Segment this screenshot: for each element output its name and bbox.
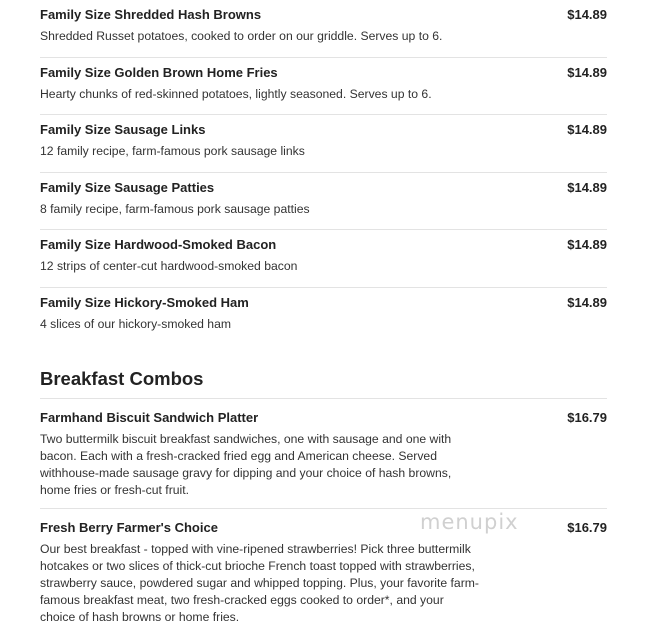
menu-item-name: Family Size Shredded Hash Browns xyxy=(40,7,262,22)
menu-item xyxy=(40,399,607,509)
menu-item xyxy=(40,0,607,58)
menu-item-description: 4 slices of our hickory-smoked ham xyxy=(40,316,232,331)
menu-item-price: $14.89 xyxy=(567,7,607,22)
menu-item xyxy=(40,288,607,346)
menu-item-name: Farmhand Biscuit Sandwich Platter xyxy=(40,410,259,425)
menu-item-price: $14.89 xyxy=(567,179,607,195)
menu-item-price: $14.89 xyxy=(567,237,607,252)
menu-item-price: $16.79 xyxy=(567,410,607,425)
section-title-breakfast-combos: Breakfast Combos xyxy=(40,368,607,399)
menu-item-name: Family Size Sausage Links xyxy=(40,122,206,137)
menu-item-description: Hearty chunks of red-skinned potatoes, lightly seasoned. Serves up to 6. xyxy=(40,86,432,101)
menu-item-name: Family Size Hickory-Smoked Ham xyxy=(40,294,249,310)
menu-item-description: Two buttermilk biscuit breakfast sandwiches, one with sausage and one with bacon. Each with a fresh-cracked fried egg and American cheese. Served withhouse-made sausage gravy for dipping and your choice of hash browns, home fries or fresh-cut fruit. xyxy=(40,432,452,497)
menu-item-description: 12 family recipe, farm-famous pork sausage links xyxy=(40,144,305,158)
menu-item xyxy=(40,173,607,231)
menu-item-description: Our best breakfast - topped with vine-ripened strawberries! Pick three buttermilk hotcakes or two slices of thick-cut brioche French toast topped with strawberries, strawberry sauce, powdered sugar and whipped topping. Plus, your favorite farm-famous breakfast meat, two fresh-cracked eggs cooked to order*, and your choice of hash browns or home fries. xyxy=(40,542,479,624)
menu-item-name: Fresh Berry Farmer's Choice xyxy=(40,520,218,535)
menu-item-description: 12 strips of center-cut hardwood-smoked bacon xyxy=(40,259,298,273)
menu-item xyxy=(40,58,607,116)
menu-item-price: $14.89 xyxy=(567,122,607,137)
menu-item-name: Family Size Sausage Patties xyxy=(40,179,215,195)
menu-item xyxy=(40,509,607,635)
menu-item xyxy=(40,230,607,288)
menu-item-price: $14.89 xyxy=(567,294,607,310)
menu-item xyxy=(40,115,607,173)
menu-item-name: Family Size Hardwood-Smoked Bacon xyxy=(40,237,277,252)
menu-item-name: Family Size Golden Brown Home Fries xyxy=(40,64,278,80)
menu-item-description: 8 family recipe, farm-famous pork sausage patties xyxy=(40,201,310,216)
menupix-watermark: menupix xyxy=(420,510,519,534)
menu-item-description: Shredded Russet potatoes, cooked to order on our griddle. Serves up to 6. xyxy=(40,29,443,43)
menu-item-price: $16.79 xyxy=(567,520,607,535)
menu-list xyxy=(40,0,607,635)
menu-item-price: $14.89 xyxy=(567,64,607,80)
